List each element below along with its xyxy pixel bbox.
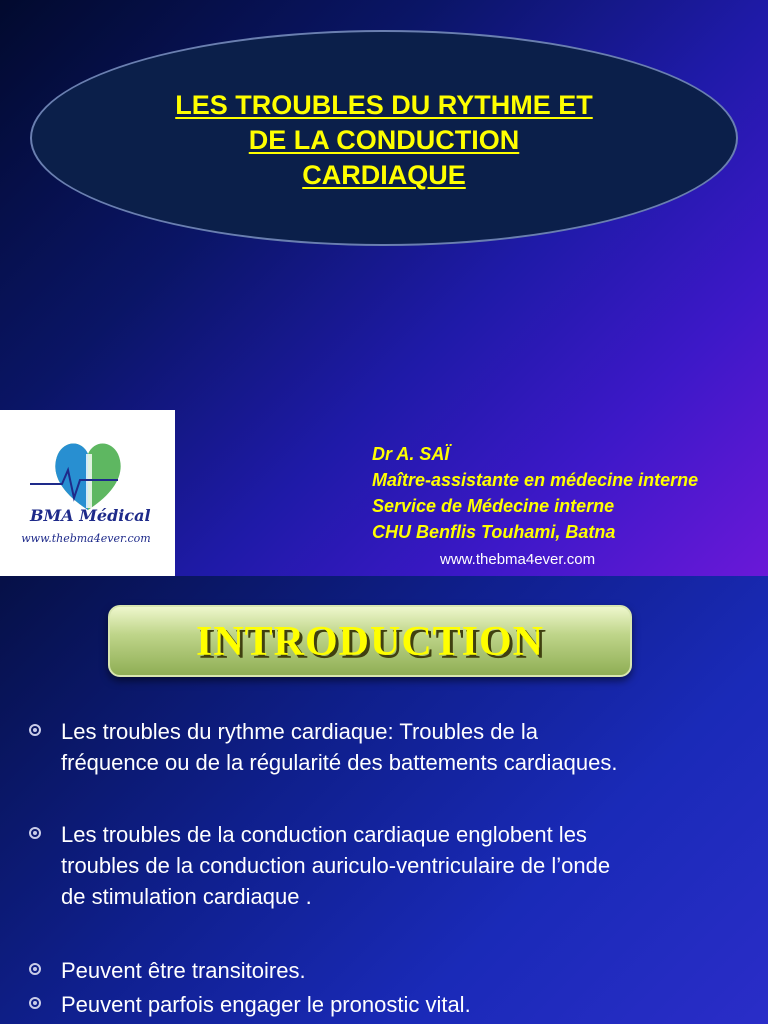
- introduction-banner: [108, 605, 632, 677]
- title-line: DE LA CONDUCTION: [248, 125, 520, 155]
- introduction-slide: [0, 576, 768, 1024]
- author-line: Service de Médecine interne: [372, 496, 615, 516]
- circle-bullet-icon: [29, 827, 41, 839]
- title-line: CARDIAQUE: [302, 160, 466, 190]
- title-line: LES TROUBLES DU RYTHME ET: [175, 90, 593, 120]
- bullet-line: troubles de la conduction auriculo-ventriculaire de l’onde: [61, 853, 611, 878]
- bullet-line: de stimulation cardiaque .: [61, 884, 312, 909]
- author-line: Maître-assistante en médecine interne: [372, 470, 699, 490]
- circle-bullet-icon: [29, 724, 41, 736]
- logo-name: BMA Médical: [30, 506, 151, 525]
- bullet-line: fréquence ou de la régularité des battements cardiaques.: [61, 750, 618, 775]
- slide-title: [120, 88, 648, 193]
- author-line: Dr A. SAÏ: [372, 444, 450, 464]
- circle-bullet-icon: [29, 963, 41, 975]
- bullet-line: Les troubles de la conduction cardiaque englobent les: [61, 822, 587, 847]
- introduction-heading: INTRODUCTION: [195, 619, 545, 665]
- heart-logo-icon: [0, 410, 175, 576]
- logo-site: www.thebma4ever.com: [21, 532, 151, 545]
- bullet-line: Peuvent parfois engager le pronostic vital.: [61, 992, 471, 1017]
- bullet-line: Les troubles du rythme cardiaque: Troubles de la: [61, 719, 538, 744]
- author-line: CHU Benflis Touhami, Batna: [372, 522, 616, 542]
- bullet-line: Peuvent être transitoires.: [61, 958, 306, 983]
- circle-bullet-icon: [29, 997, 41, 1009]
- website-link[interactable]: www.thebma4ever.com: [440, 551, 596, 568]
- bma-logo: [0, 410, 175, 576]
- author-block: [372, 441, 698, 545]
